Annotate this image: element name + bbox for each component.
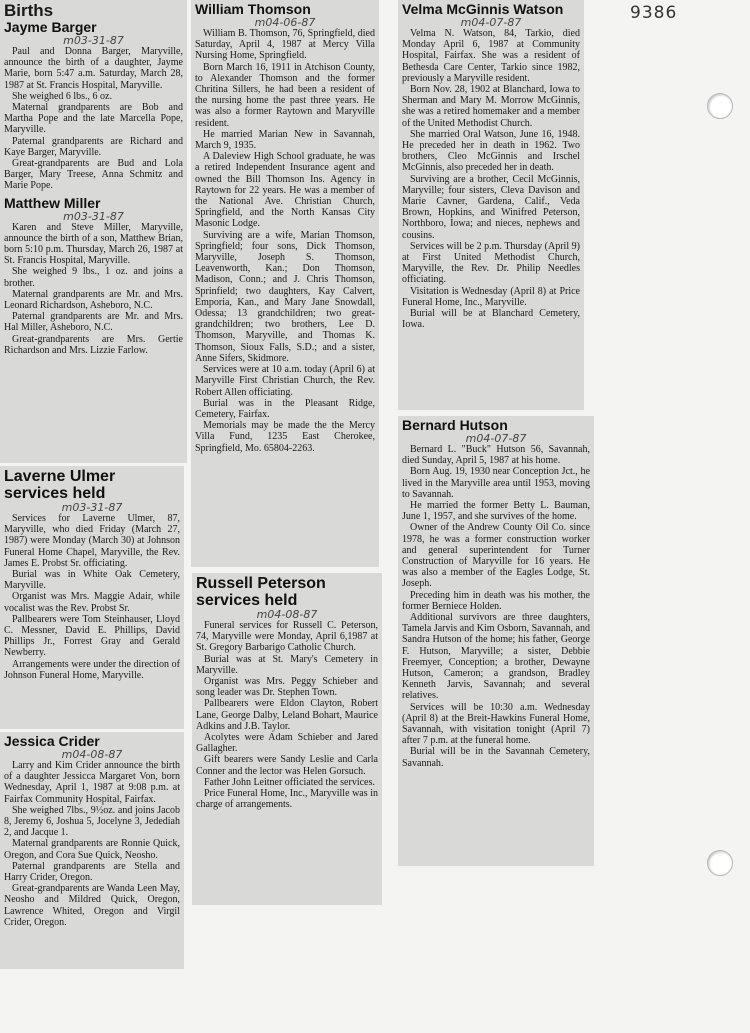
date-stamp: m04-08-87 xyxy=(256,608,318,621)
paragraph: Maternal grandparents are Bob and Martha Pope and the late Marcella Pope, Maryville. xyxy=(4,102,183,136)
paragraph: Paternal grandparents are Richard and Kaye Barger, Maryville. xyxy=(4,135,183,158)
paragraph: She weighed 7lbs., 9½oz. and joins Jacob 8, Jeremy 6, Joshua 5, Jocelyne 3, Jedediah 2, and Jacque 1. xyxy=(4,804,180,839)
paragraph: Karen and Steve Miller, Maryville, announce the birth of a son, Matthew Brian, born 5:10 p.m. Thursday, March 26, 1987 at St. Francis Hospital, Maryville. xyxy=(4,221,183,267)
date-stamp: m04-07-87 xyxy=(465,432,527,445)
paragraph: Paternal grandparents are Mr. and Mrs. Hal Miller, Asheboro, N.C. xyxy=(4,311,183,334)
paragraph: Preceding him in death was his mother, the former Berniece Holden. xyxy=(402,589,590,612)
paragraph: Great-grandparents are Bud and Lola Barger, Mary Treese, Anna Schmitz and Marie Pope. xyxy=(4,158,183,192)
peterson-clipping xyxy=(192,573,382,905)
paragraph: Burial was in the Pleasant Ridge, Cemetery, Fairfax. xyxy=(195,397,375,420)
paragraph: Services for Laverne Ulmer, 87, Maryville, who died Friday (March 27, 1987) were Monday (March 30) at Johnson Funeral Home Chapel, Maryville, the Rev. James E. Probst Sr. officiating. xyxy=(4,513,180,569)
births-clipping xyxy=(0,0,187,463)
paragraph: Services will be 10:30 a.m. Wednesday (April 8) at the Breit-Hawkins Funeral Home, Savannah, with visitation tonight (April 7) after 7 p.m. at the funeral home. xyxy=(402,701,590,747)
crider-clipping xyxy=(0,732,184,969)
paragraph: Burial will be in the Savannah Cemetery, Savannah. xyxy=(402,746,590,769)
birth-title-miller: Matthew Miller xyxy=(4,194,101,211)
paragraph: She married Oral Watson, June 16, 1948. He preceded her in death in 1962. Two brothers, Cleo McGinnis and Irschel McGinnis, also preceded her in death. xyxy=(402,128,580,174)
paragraph: Organist was Mrs. Maggie Adair, while vocalist was the Rev. Probst Sr. xyxy=(4,591,180,614)
paragraph: Bernard L. "Buck" Hutson 56, Savannah, died Sunday, April 5, 1987 at his home. xyxy=(402,444,590,467)
paragraph: Velma N. Watson, 84, Tarkio, died Monday April 6, 1987 at Community Hospital, Fairfax. She was a resident of Bethesda Care Center, Tarkio since 1982, previously a Maryville resident. xyxy=(402,28,580,84)
paragraph: Born Aug. 19, 1930 near Conception Jct., he lived in the Maryville area until 1953, moving to Savannah. xyxy=(402,466,590,500)
punch-hole-bottom xyxy=(707,850,733,876)
obituary-title-watson: Velma McGinnis Watson xyxy=(402,1,564,17)
paragraph: Burial was at St. Mary's Cemetery in Maryville. xyxy=(196,653,378,676)
paragraph: Additional survivors are three daughters, Tamela Jarvis and Kim Osborn, Savannah, and Sandra Hutson of the home; his father, George F. Hutson, Maryville; a sister, Debbie Freemyer, Conception; a brother, Dewayne Hutson, Cameron; a grandson, Bradley Kenneth Jarvis, Savannah; and several relatives. xyxy=(402,612,590,702)
date-stamp: m03-31-87 xyxy=(63,209,124,223)
paragraph: Great-grandparents are Wanda Leen May, Neosho and Mildred Quick, Oregon, Lawrence Whited, Oregon and Virgil Crider, Oregon. xyxy=(4,883,180,928)
paragraph: She weighed 9 lbs., 1 oz. and joins a brother. xyxy=(4,266,183,289)
paragraph: Funeral services for Russell C. Peterson, 74, Maryville were Monday, April 6,1987 at St. Gregory Barbarigo Catholic Church. xyxy=(196,620,378,654)
obituary-title-peterson: Russell Peterson services held xyxy=(196,575,326,609)
paragraph: Born March 16, 1911 in Atchison County, to Alexander Thomson and the former Chritina Sillers, he had been a resident of the nursing home the past three years. He was also a former Raytown and Maryville resident. xyxy=(195,61,375,129)
paragraph: Surviving are a brother, Cecil McGinnis, Maryville; four sisters, Cleva Davison and Marie Cavner, Gardena, Calif., Veda Brown, Hopkins, and Winifred Peterson, Northboro, Iowa; and nieces, nephews and cousins. xyxy=(402,173,580,241)
page-reference-number: 9386 xyxy=(630,3,678,23)
date-stamp: m04-08-87 xyxy=(61,748,123,761)
paragraph: Pallbearers were Eldon Clayton, Robert Lane, George Dalby, Leland Bohart, Maurice Adkins and J.B. Taylor. xyxy=(196,698,378,732)
paragraph: Arrangements were under the direction of Johnson Funeral Home, Maryville. xyxy=(4,658,180,681)
date-stamp: m04-06-87 xyxy=(254,16,316,29)
punch-hole-top xyxy=(707,93,733,119)
paragraph: Owner of the Andrew County Oil Co. since 1978, he was a former construction worker and general superintendent for Turner Construction of Maryville for 16 years. He was also a member of the Eagles Lodge, St. Joseph. xyxy=(402,522,590,590)
paragraph: Paul and Donna Barger, Maryville, announce the birth of a daughter, Jayme Marie, born 5:47 a.m. Saturday, March 28, 1987 at St. Francis Hospital, Maryville. xyxy=(4,46,183,91)
birth-title-crider: Jessica Crider xyxy=(4,733,100,749)
paragraph: Born Nov. 28, 1902 at Blanchard, Iowa to Sherman and Mary M. Morrow McGinnis, she was a retired homemaker and a member of the United Methodist Church. xyxy=(402,84,580,129)
paragraph: Burial was in White Oak Cemetery, Maryville. xyxy=(4,569,180,592)
obituary-title-ulmer: Laverne Ulmer services held xyxy=(4,468,116,502)
date-stamp: m04-07-87 xyxy=(460,16,522,29)
paragraph: Memorials may be made the the Mercy Villa Fund, 1235 East Cherokee, Springfield, Mo. 65804-2263. xyxy=(195,420,375,454)
paragraph: She weighed 6 lbs., 6 oz. xyxy=(12,90,112,102)
date-stamp: m03-31-87 xyxy=(61,501,123,514)
paragraph: Services will be 2 p.m. Thursday (April 9) at First United Methodist Church, Maryville, the Rev. Dr. Philip Needles officiating. xyxy=(402,240,580,286)
obituary-title-hutson: Bernard Hutson xyxy=(402,417,508,433)
paragraph: Maternal grandparents are Ronnie Quick, Oregon, and Cora Sue Quick, Neosho. xyxy=(4,838,180,861)
hutson-clipping xyxy=(398,416,594,866)
paragraph: Organist was Mrs. Peggy Schieber and song leader was Dr. Stephen Town. xyxy=(196,676,378,699)
paragraph: Pallbearers were Tom Steinhauser, Lloyd C. Messner, David E. Phillips, David Phillips Jr., Forrest Gray and Gerald Newberry. xyxy=(4,613,180,659)
paragraph: He married the former Betty L. Bauman, June 1, 1957, and she survives of the home. xyxy=(402,500,590,523)
birth-title-barger: Jayme Barger xyxy=(4,19,97,35)
paragraph: A Daleview High School graduate, he was a retired Independent Insurance agent and owned the Bill Thomson Ins. Agency in Raytown for 22 years. He was a member of the National Ave. Christian Church, Springfield, and the North Kansas City Masonic Lodge. xyxy=(195,151,375,230)
obituary-title-thomson: William Thomson xyxy=(195,1,311,17)
paragraph: Great-grandparents are Mrs. Gertie Richardson and Mrs. Lizzie Farlow. xyxy=(4,333,183,356)
paragraph: William B. Thomson, 76, Springfield, died Saturday, April 4, 1987 at Mercy Villa Nursing Home, Springfield. xyxy=(195,28,375,62)
paragraph: Maternal grandparents are Mr. and Mrs. Leonard Richardson, Asheboro, N.C. xyxy=(4,288,183,312)
paragraph: He married Marian New in Savannah, March 9, 1935. xyxy=(195,128,375,152)
births-heading: Births xyxy=(4,1,54,20)
ulmer-clipping xyxy=(0,466,184,729)
paragraph: Surviving are a wife, Marian Thomson, Springfield; four sons, Dick Thomson, Maryville, Joseph S. Thomson, Leavenworth, Kan.; Don Thomson, Madison, Conn.; and J. Chris Thomson, Sprinfield; two daughters, Kay Calvert, Emporia, Kan., and Mary Jane Snowdall, Odessa; 13 grandchildren; two great-grandchildren; two brothers, Lee D. Thomson, Maryville, and Thomas K. Thomson, Sioux Falls, S.D.; and a sister, Anne Sifers, Skidmore. xyxy=(195,229,375,364)
paragraph: Price Funeral Home, Inc., Maryville was in charge of arrangements. xyxy=(196,788,378,811)
paragraph: Visitation is Wednesday (April 8) at Price Funeral Home, Inc., Maryville. xyxy=(402,285,580,308)
paragraph: Gift bearers were Sandy Leslie and Carla Conner and the lector was Helen Gorsuch. xyxy=(196,754,378,777)
paragraph: Services were at 10 a.m. today (April 6) at Maryville First Christian Church, the Rev. Robert Allen officiating. xyxy=(195,364,375,398)
watson-clipping xyxy=(398,0,584,410)
paragraph: Larry and Kim Crider announce the birth of a daughter Jessicca Margaret Von, born Wednesday, April 1, 1987 at 9:08 p.m. at Fairfax Community Hospital, Fairfax. xyxy=(4,760,180,805)
date-stamp: m03-31-87 xyxy=(63,34,124,47)
paragraph: Burial will be at Blanchard Cemetery, Iowa. xyxy=(402,308,580,331)
paragraph: Acolytes were Adam Schieber and Jared Gallagher. xyxy=(196,732,378,755)
paragraph: Paternal grandparents are Stella and Harry Crider, Oregon. xyxy=(4,860,180,884)
paragraph: Father John Leitner officiated the services. xyxy=(204,776,375,788)
thomson-clipping xyxy=(191,0,379,567)
